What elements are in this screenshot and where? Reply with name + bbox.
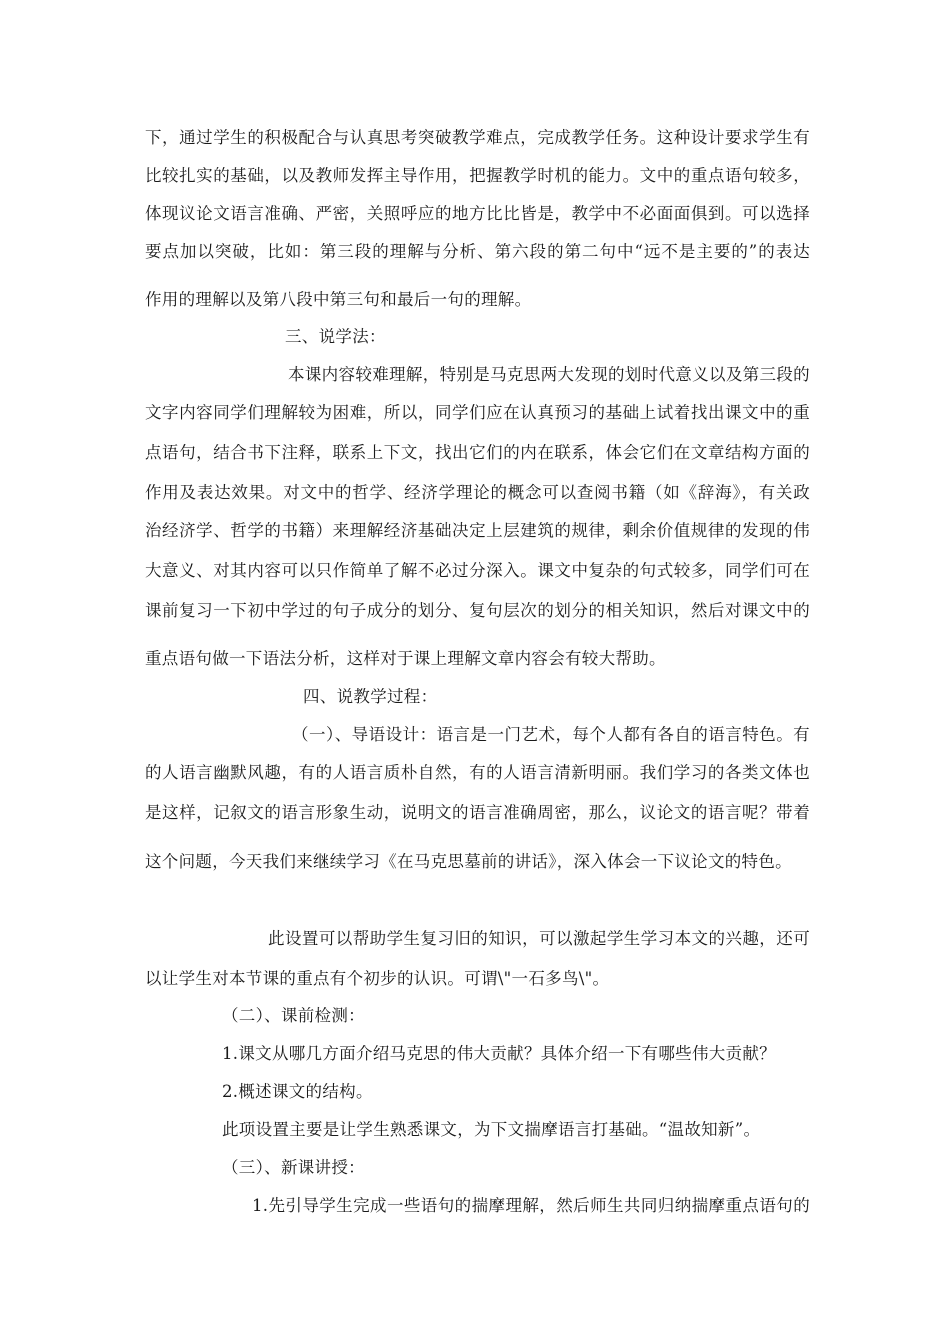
paragraph-line: 重点语句做一下语法分析，这样对于课上理解文章内容会有较大帮助。 xyxy=(145,649,666,668)
paragraph-line: 治经济学、哲学的书籍）来理解经济基础决定上层建筑的规律，剩余价值规律的发现的伟 xyxy=(145,521,810,540)
paragraph-line: 大意义、对其内容可以只作简单了解不必过分深入。课文中复杂的句式较多，同学们可在 xyxy=(145,561,810,580)
paragraph-line: 是这样，记叙文的语言形象生动，说明文的语言准确周密，那么，议论文的语言呢？带着 xyxy=(145,803,810,822)
paragraph-line: 要点加以突破，比如：第三段的理解与分析、第六段的第二句中“远不是主要的”的表达 xyxy=(145,242,810,261)
list-item: 1.先引导学生完成一些语句的揣摩理解，然后师生共同归纳揣摩重点语句的 xyxy=(252,1196,810,1215)
section-heading-study-method: 三、说学法： xyxy=(285,327,386,346)
paragraph-line: 以让学生对本节课的重点有个初步的认识。可谓\"一石多鸟\"。 xyxy=(145,969,610,988)
paragraph-line: 此项设置主要是让学生熟悉课文，为下文揣摩语言打基础。“温故知新”。 xyxy=(222,1120,761,1139)
paragraph-line: （一）、导语设计：语言是一门艺术，每个人都有各自的语言特色。有 xyxy=(292,725,810,744)
paragraph-line: 这个问题，今天我们来继续学习《在马克思墓前的讲话》，深入体会一下议论文的特色。 xyxy=(145,852,792,871)
subsection-heading-pre-class-check: （二）、课前检测： xyxy=(222,1006,365,1025)
paragraph-line: 此设置可以帮助学生复习旧的知识，可以激起学生学习本文的兴趣，还可 xyxy=(268,929,810,948)
paragraph-line: 点语句，结合书下注释，联系上下文，找出它们的内在联系，体会它们在文章结构方面的 xyxy=(145,443,810,462)
paragraph-line: 作用的理解以及第八段中第三句和最后一句的理解。 xyxy=(145,290,532,309)
paragraph-line: 作用及表达效果。对文中的哲学、经济学理论的概念可以查阅书籍（如《辞海》，有关政 xyxy=(145,483,810,502)
list-item: 2.概述课文的结构。 xyxy=(222,1082,373,1101)
subsection-heading-new-lesson: （三）、新课讲授： xyxy=(222,1158,365,1177)
paragraph-line: 下，通过学生的积极配合与认真思考突破教学难点，完成教学任务。这种设计要求学生有 xyxy=(145,128,810,147)
paragraph-line: 体现议论文语言准确、严密，关照呼应的地方比比皆是，教学中不必面面俱到。可以选择 xyxy=(145,204,810,223)
paragraph-line: 课前复习一下初中学过的句子成分的划分、复句层次的划分的相关知识，然后对课文中的 xyxy=(145,601,810,620)
section-heading-teaching-process: 四、说教学过程： xyxy=(303,687,438,706)
list-item: 1.课文从哪几方面介绍马克思的伟大贡献？具体介绍一下有哪些伟大贡献？ xyxy=(222,1044,776,1063)
paragraph-line: 比较扎实的基础，以及教师发挥主导作用，把握教学时机的能力。文中的重点语句较多， xyxy=(145,166,810,185)
paragraph-line: 的人语言幽默风趣，有的人语言质朴自然，有的人语言清新明丽。我们学习的各类文体也 xyxy=(145,763,810,782)
paragraph-line: 文字内容同学们理解较为困难，所以，同学们应在认真预习的基础上试着找出课文中的重 xyxy=(145,403,810,422)
paragraph-line: 本课内容较难理解，特别是马克思两大发现的划时代意义以及第三段的 xyxy=(288,365,810,384)
